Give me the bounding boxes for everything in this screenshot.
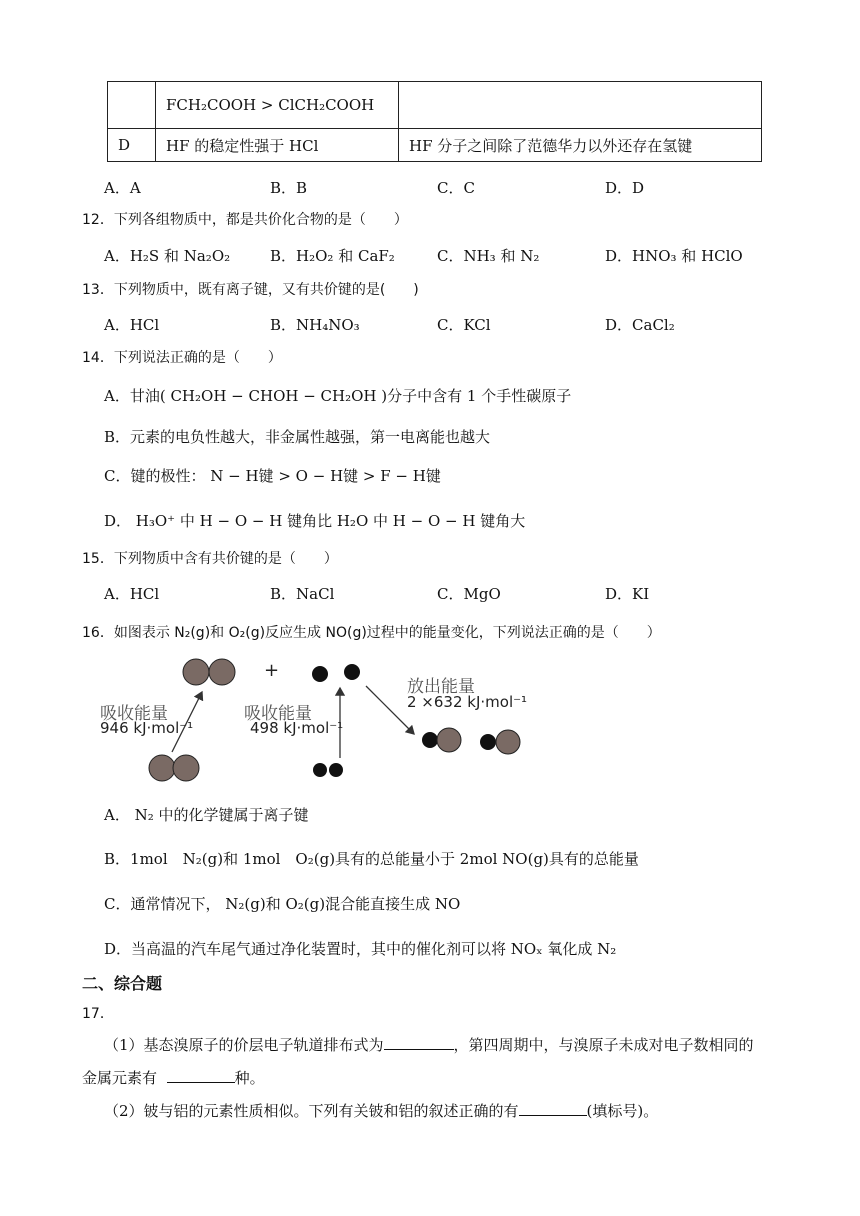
q12-option-d[interactable]: D．HNO₃ 和 HClO [605,247,743,265]
row-statement: HF 的稳定性强于 HCl [156,129,399,162]
q17-text: （1）基态溴原子的价层电子轨道排布式为 [104,1036,384,1054]
q17-text: (填标号)。 [586,1102,659,1120]
row-label [108,82,156,129]
nitrogen-atom [496,730,520,754]
absorb-o2-title: 吸收能量 [244,704,312,724]
q15-option-d[interactable]: D．KI [605,585,650,603]
q16-option-c[interactable]: C．通常情况下， N₂(g)和 O₂(g)混合能直接生成 NO [104,895,461,913]
row-label: D [108,129,156,162]
q14-option-b[interactable]: B．元素的电负性越大，非金属性越强，第一电离能也越大 [104,428,491,446]
q12-option-b[interactable]: B．H₂O₂ 和 CaF₂ [270,247,395,265]
oxygen-atom [313,763,327,777]
oxygen-atom [329,763,343,777]
q13-option-d[interactable]: D．CaCl₂ [605,316,675,334]
q13-option-b[interactable]: B．NH₄NO₃ [270,316,360,334]
release-title: 放出能量 [407,677,475,697]
q16-option-d[interactable]: D．当高温的汽车尾气通过净化装置时，其中的催化剂可以将 NOₓ 氧化成 N₂ [104,940,617,958]
q17-text: 金属元素有 [82,1069,158,1087]
q13-stem: 13．下列物质中，既有离子键，又有共价键的是( ) [82,282,419,298]
answer-blank[interactable] [167,1068,235,1083]
nitrogen-atom [437,728,461,752]
row-reason [399,82,762,129]
absorb-n2-value: 946 kJ·mol⁻¹ [100,719,194,737]
answer-blank[interactable] [519,1101,587,1116]
q14-option-d[interactable]: D． H₃O⁺ 中 H − O − H 键角比 H₂O 中 H − O − H 键角大 [104,512,526,530]
table-row [108,82,762,129]
q13-option-a[interactable]: A．HCl [104,316,160,334]
q12-stem: 12．下列各组物质中，都是共价化合物的是（ ） [82,212,408,228]
q17-number: 17． [82,1006,114,1022]
q11-option-a[interactable]: A．A [104,179,141,197]
q14-option-a[interactable]: A．甘油( CH₂OH − CHOH − CH₂OH )分子中含有 1 个手性碳原子 [104,387,572,405]
oxygen-atom [312,666,328,682]
absorb-o2-value: 498 kJ·mol⁻¹ [250,719,344,737]
q14-option-c[interactable]: C．键的极性： N − H键 > O − H键 > F − H键 [104,467,441,485]
oxygen-atom [422,732,438,748]
nitrogen-atom [149,755,175,781]
oxygen-atom [344,664,360,680]
q16-option-b[interactable]: B．1mol N₂(g)和 1mol O₂(g)具有的总能量小于 2mol NO(g)具有的总能量 [104,850,639,868]
absorb-n2-title: 吸收能量 [100,704,168,724]
q14-stem: 14．下列说法正确的是（ ） [82,350,282,366]
q11-table [107,81,762,162]
q17-text: 种。 [234,1069,265,1087]
row-reason: HF 分子之间除了范德华力以外还存在氢键 [399,129,762,162]
q16-option-a[interactable]: A． N₂ 中的化学键属于离子键 [104,806,309,824]
q13-option-c[interactable]: C．KCl [437,316,491,334]
q17-part1-line1 [104,1034,754,1055]
nitrogen-atom [173,755,199,781]
q15-option-b[interactable]: B．NaCl [270,585,335,603]
plus-sign: + [264,660,280,681]
q11-option-d[interactable]: D．D [605,179,645,197]
q11-option-b[interactable]: B．B [270,179,308,197]
q17-text: （2）铍与铝的元素性质相似。下列有关铍和铝的叙述正确的有 [104,1102,519,1120]
nitrogen-atom [209,659,235,685]
q11-option-c[interactable]: C．C [437,179,475,197]
answer-blank[interactable] [384,1035,454,1050]
q15-option-a[interactable]: A．HCl [104,585,160,603]
q12-option-c[interactable]: C．NH₃ 和 N₂ [437,247,540,265]
q15-option-c[interactable]: C．MgO [437,585,501,603]
nitrogen-atom [183,659,209,685]
q17-text: ，第四周期中，与溴原子未成对电子数相同的 [453,1036,754,1054]
row-statement: FCH₂COOH > ClCH₂COOH [156,82,399,129]
q12-option-a[interactable]: A．H₂S 和 Na₂O₂ [104,247,231,265]
q17-part2 [104,1100,658,1121]
section-title: 二、综合题 [82,974,163,993]
q17-part1-line2 [82,1067,265,1088]
release-value: 2 ×632 kJ·mol⁻¹ [407,693,528,711]
q15-stem: 15．下列物质中含有共价键的是（ ） [82,551,338,567]
q16-stem: 16．如图表示 N₂(g)和 O₂(g)反应生成 NO(g)过程中的能量变化，下列说法正确的是（ ） [82,625,661,641]
oxygen-atom [480,734,496,750]
table-row [108,129,762,162]
